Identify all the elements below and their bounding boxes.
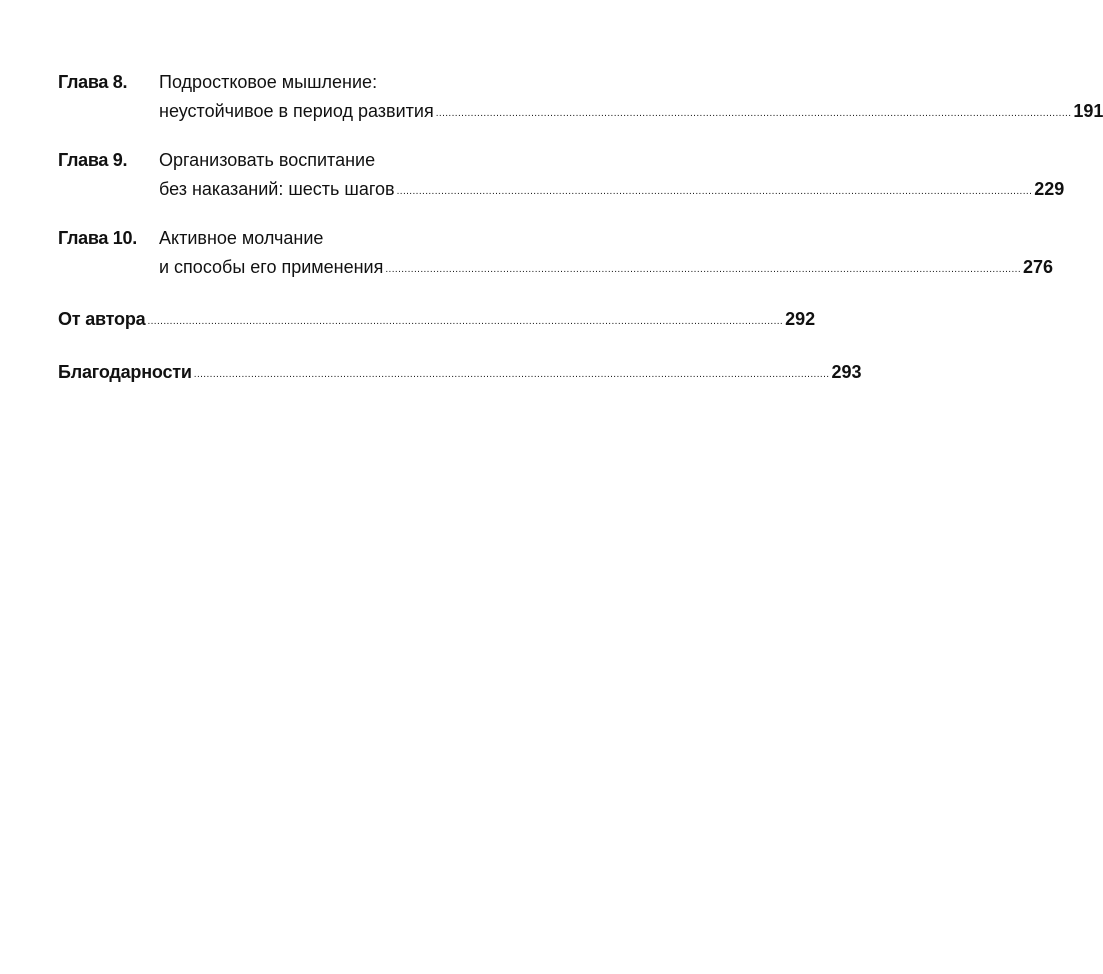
chapter-label: Глава 10.: [58, 228, 137, 248]
chapter-title-line-2: [159, 175, 1065, 207]
chapter-title-line-1: Организовать воспитание: [159, 150, 376, 170]
chapter-title-line-2-text: и способы его применения: [159, 257, 384, 277]
chapter-title-line-1: Активное молчание: [159, 228, 324, 248]
page-number: 276: [1023, 257, 1054, 277]
section-title: От автора: [58, 309, 146, 329]
dot-leader: ........................................................................................................................................................................................................: [435, 108, 1072, 119]
page-number: 191: [1073, 101, 1103, 121]
chapter-label: Глава 9.: [58, 150, 128, 170]
chapter-title-line-2: [159, 253, 1054, 285]
chapter-title-line-2-text: без наказаний: шесть шагов: [159, 179, 395, 199]
dot-leader: ........................................................................................................................................................................................................: [193, 369, 830, 380]
toc-entry-chapter-8[interactable]: [58, 68, 1103, 129]
table-of-contents: [58, 68, 1103, 390]
page-number: 292: [785, 309, 816, 329]
chapter-title: [159, 146, 1065, 207]
page-number: 229: [1034, 179, 1065, 199]
toc-entry-chapter-10[interactable]: [58, 224, 1054, 285]
dot-leader: ........................................................................................................................................................................................................: [396, 186, 1033, 197]
chapter-title: [159, 224, 1054, 285]
dot-leader: ........................................................................................................................................................................................................: [147, 316, 784, 327]
chapter-label: Глава 8.: [58, 72, 128, 92]
page-number: 293: [831, 362, 862, 382]
chapter-title: [159, 68, 1103, 129]
chapter-title-line-2-text: неустойчивое в период развития: [159, 101, 434, 121]
dot-leader: ........................................................................................................................................................................................................: [385, 264, 1022, 275]
toc-entry-acknowledgements[interactable]: [58, 358, 862, 390]
section-title: Благодарности: [58, 362, 192, 382]
chapter-title-line-1: Подростковое мышление:: [159, 72, 378, 92]
chapter-title-line-2: [159, 97, 1103, 129]
toc-entry-from-author[interactable]: [58, 305, 816, 337]
toc-entry-chapter-9[interactable]: [58, 146, 1065, 207]
